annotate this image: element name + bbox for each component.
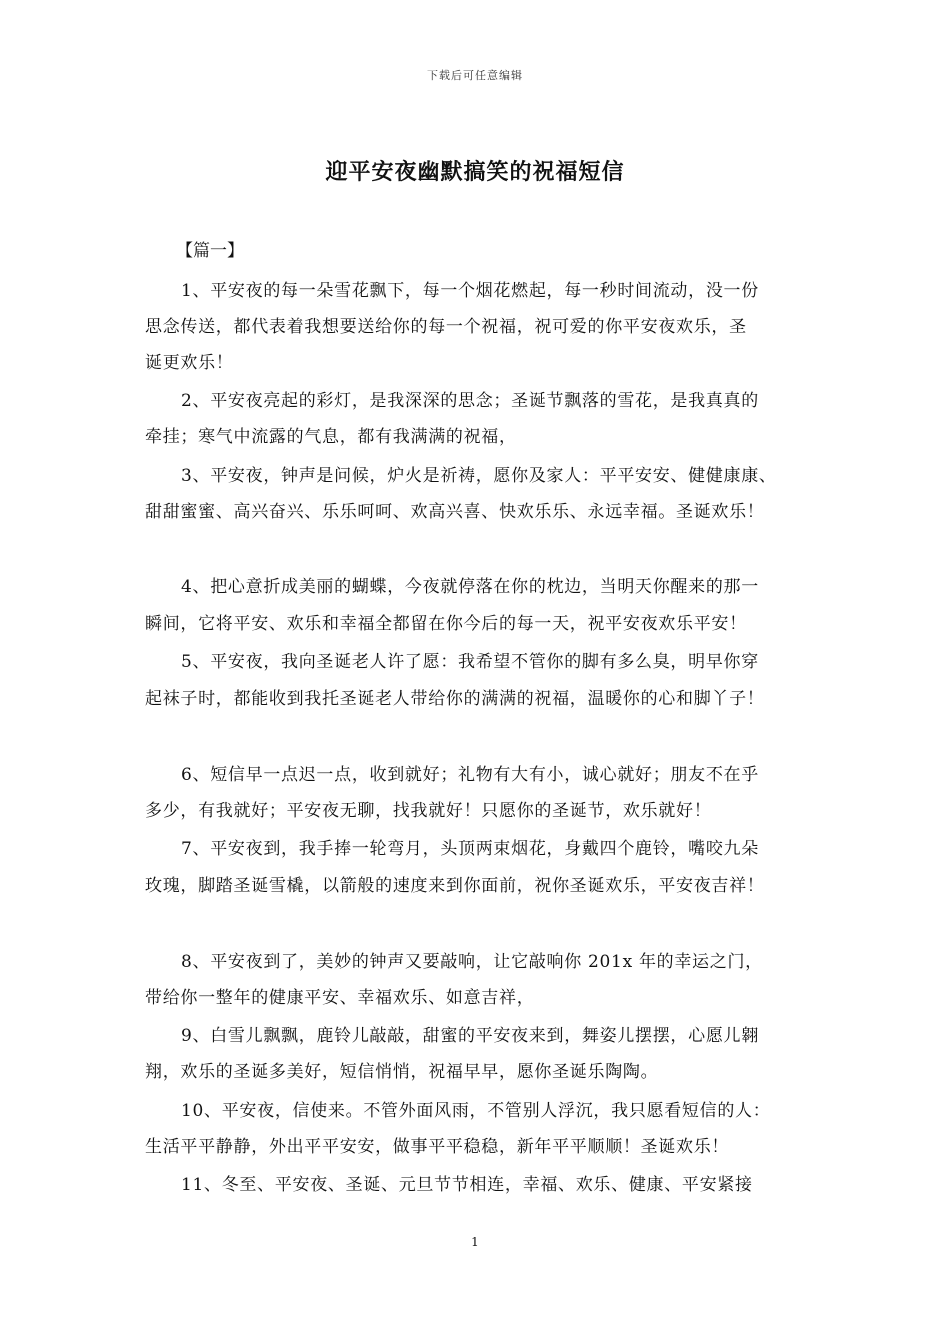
paragraph-line: 带给你一整年的健康平安、幸福欢乐、如意吉祥， [145, 988, 535, 1008]
paragraph-line: 翔，欢乐的圣诞多美好，短信悄悄，祝福早早，愿你圣诞乐陶陶。 [145, 1062, 659, 1082]
paragraph-line: 6、短信早一点迟一点，收到就好；礼物有大有小，诚心就好；朋友不在乎 [181, 765, 759, 785]
paragraph-line: 3、平安夜，钟声是问候，炉火是祈祷，愿你及家人：平平安安、健健康康、 [181, 466, 777, 486]
paragraph-line: 起袜子时，都能收到我托圣诞老人带给你的满满的祝福，温暖你的心和脚丫子！ [145, 689, 765, 709]
page-number: 1 [471, 1235, 479, 1249]
paragraph-line: 1、平安夜的每一朵雪花飘下，每一个烟花燃起，每一秒时间流动，没一份 [181, 281, 759, 301]
paragraph-line: 10、平安夜，信使来。不管外面风雨，不管别人浮沉，我只愿看短信的人： [181, 1101, 771, 1121]
paragraph-line: 4、把心意折成美丽的蝴蝶，今夜就停落在你的枕边，当明天你醒来的那一 [181, 577, 759, 597]
paragraph-line: 玫瑰，脚踏圣诞雪橇，以箭般的速度来到你面前，祝你圣诞欢乐，平安夜吉祥！ [145, 876, 765, 896]
paragraph-line: 2、平安夜亮起的彩灯，是我深深的思念；圣诞节飘落的雪花，是我真真的 [181, 391, 759, 411]
paragraph-line: 瞬间，它将平安、欢乐和幸福全都留在你今后的每一天，祝平安夜欢乐平安！ [145, 614, 747, 634]
paragraph-line: 思念传送，都代表着我想要送给你的每一个祝福，祝可爱的你平安夜欢乐，圣 [145, 317, 747, 337]
paragraph-line: 多少，有我就好；平安夜无聊，找我就好！只愿你的圣诞节，欢乐就好！ [145, 801, 712, 821]
paragraph-line: 5、平安夜，我向圣诞老人许了愿：我希望不管你的脚有多么臭，明早你穿 [181, 652, 759, 672]
paragraph-line: 9、白雪儿飘飘，鹿铃儿敲敲，甜蜜的平安夜来到，舞姿儿摆摆，心愿儿翱 [181, 1026, 759, 1046]
paragraph-line: 甜甜蜜蜜、高兴奋兴、乐乐呵呵、欢高兴喜、快欢乐乐、永远幸福。圣诞欢乐！ [145, 502, 765, 522]
paragraph-line: 牵挂；寒气中流露的气息，都有我满满的祝福， [145, 427, 517, 447]
section-heading: 【篇一】 [176, 241, 244, 261]
paragraph-line: 8、平安夜到了，美妙的钟声又要敲响，让它敲响你 201x 年的幸运之门， [181, 952, 763, 972]
paragraph-line: 7、平安夜到，我手捧一轮弯月，头顶两束烟花，身戴四个鹿铃，嘴咬九朵 [181, 839, 759, 859]
paragraph-line: 诞更欢乐！ [145, 353, 234, 373]
document-title: 迎平安夜幽默搞笑的祝福短信 [325, 159, 625, 185]
paragraph-line: 11、冬至、平安夜、圣诞、元旦节节相连，幸福、欢乐、健康、平安紧接 [181, 1175, 753, 1195]
paragraph-line: 生活平平静静，外出平平安安，做事平平稳稳，新年平平顺顺！圣诞欢乐！ [145, 1137, 730, 1157]
header-note: 下载后可任意编辑 [427, 69, 523, 82]
